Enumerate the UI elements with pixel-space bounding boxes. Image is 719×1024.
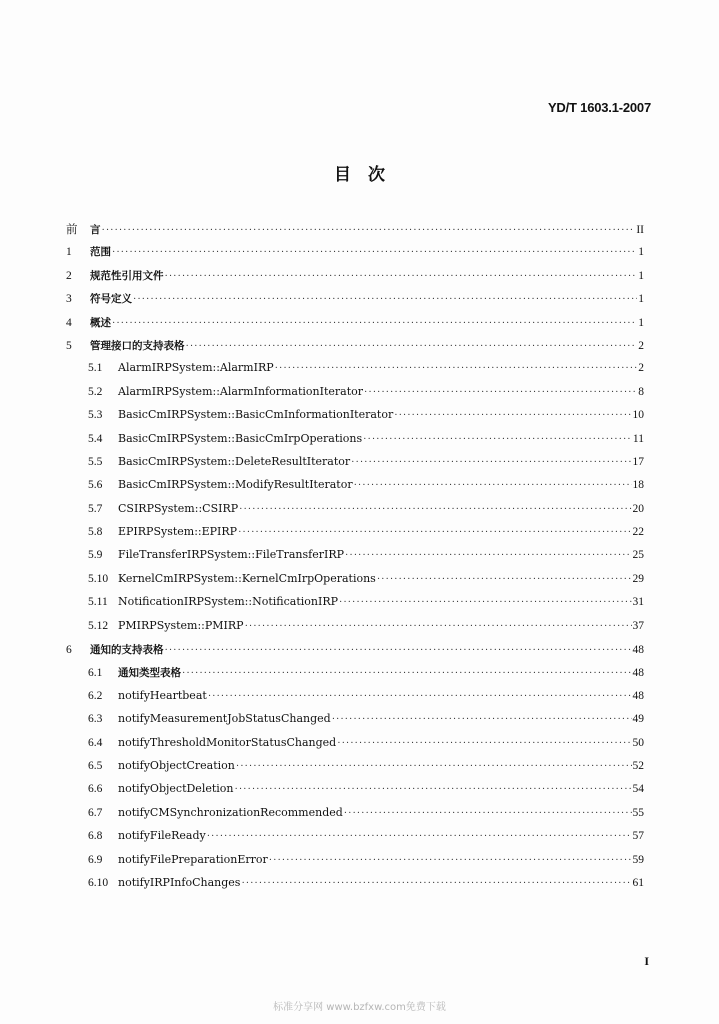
toc-entry-number: 6.7 [88, 806, 103, 819]
toc-entry-label: CSIRPSystem::CSIRP [118, 501, 239, 515]
toc-entry-number: 6.4 [88, 736, 103, 749]
toc-entry[interactable] [66, 268, 644, 291]
toc-leader-dots [165, 271, 638, 282]
toc-entry-page: 48 [632, 667, 644, 680]
toc-entry-number: 5.2 [88, 385, 103, 398]
toc-entry-label: notifyObjectDeletion [118, 782, 234, 796]
toc-entry[interactable] [66, 455, 644, 478]
toc-entry-page: 1 [638, 246, 644, 259]
toc-entry-number: 6.8 [88, 830, 103, 843]
toc-leader-dots [337, 738, 631, 749]
toc-leader-dots [394, 410, 631, 421]
toc-entry[interactable] [66, 315, 644, 338]
toc-entry-page: 50 [632, 736, 644, 749]
toc-entry[interactable] [66, 853, 644, 876]
toc-entry[interactable] [66, 712, 644, 735]
toc-leader-dots [364, 387, 637, 398]
toc-entry-label: 管理接口的支持表格 [90, 339, 185, 352]
toc-entry-page: 59 [632, 853, 644, 866]
toc-entry-number: 6.2 [88, 689, 103, 702]
toc-entry-label: notifyMeasurementJobStatusChanged [118, 712, 331, 726]
toc-entry-number: 5 [66, 339, 72, 352]
toc-entry[interactable] [66, 502, 644, 525]
toc-entry[interactable] [66, 829, 644, 852]
toc-entry-label: NotificationIRPSystem::NotificationIRP [118, 595, 338, 609]
toc-entry[interactable] [66, 689, 644, 712]
toc-entry-label: notifyFileReady [118, 829, 206, 843]
toc-entry-label: 通知类型表格 [118, 667, 181, 680]
toc-entry-page: 49 [632, 713, 644, 726]
toc-entry-page: 25 [632, 549, 644, 562]
toc-leader-dots [245, 621, 632, 632]
toc-leader-dots [112, 247, 637, 258]
toc-entry-number: 5.9 [88, 549, 103, 562]
toc-entry-page: 1 [638, 293, 644, 306]
toc-leader-dots [239, 504, 631, 515]
toc-entry[interactable] [66, 806, 644, 829]
toc-leader-dots [236, 761, 632, 772]
toc-entry[interactable] [66, 595, 644, 618]
toc-entry[interactable] [66, 572, 644, 595]
toc-entry-number: 5.12 [88, 619, 109, 632]
toc-entry-page: 1 [638, 269, 644, 282]
toc-entry[interactable] [66, 408, 644, 431]
toc-entry-number: 5.1 [88, 362, 103, 375]
toc-entry-label: notifyCMSynchronizationRecommended [118, 805, 343, 819]
toc-entry[interactable] [66, 876, 644, 899]
toc-entry-page: 2 [638, 339, 644, 352]
toc-entry-number: 6.3 [88, 713, 103, 726]
toc-leader-dots [102, 225, 636, 236]
toc-leader-dots [339, 597, 632, 608]
toc-entry-page: 22 [632, 526, 644, 539]
toc-entry-label: notifyFilePreparationError [118, 852, 268, 866]
toc-leader-dots [332, 714, 632, 725]
toc-entry-page: 8 [638, 385, 644, 398]
toc-entry[interactable] [66, 432, 644, 455]
toc-leader-dots [238, 527, 631, 538]
toc-entry-label: 符号定义 [90, 293, 132, 306]
toc-entry-label: notifyIRPInfoChanges [118, 875, 241, 889]
toc-entry-number: 6.5 [88, 759, 103, 772]
toc-entry[interactable] [66, 642, 644, 665]
toc-entry[interactable] [66, 782, 644, 805]
toc-entry-number: 5.5 [88, 455, 103, 468]
toc-entry-page: 54 [632, 783, 644, 796]
toc-entry[interactable] [66, 221, 644, 244]
toc-entry-label: notifyHeartbeat [118, 688, 207, 702]
toc-leader-dots [182, 668, 632, 679]
toc-leader-dots [345, 550, 631, 561]
toc-entry-label: 言 [90, 224, 101, 236]
toc-entry-number: 2 [66, 269, 72, 282]
toc-entry-number: 6.6 [88, 783, 103, 796]
toc-entry-page: 52 [632, 759, 644, 772]
toc-entry-label: 规范性引用文件 [90, 269, 164, 282]
table-of-contents [66, 221, 644, 899]
toc-leader-dots [133, 294, 637, 305]
toc-entry[interactable] [66, 338, 644, 361]
toc-leader-dots [269, 855, 632, 866]
toc-entry-page: 11 [632, 432, 644, 445]
toc-leader-dots [235, 784, 632, 795]
toc-entry-label: notifyThresholdMonitorStatusChanged [118, 735, 337, 749]
toc-entry-label: 通知的支持表格 [90, 644, 164, 657]
toc-entry-number: 6 [66, 644, 72, 657]
toc-entry-number: 6.9 [88, 853, 103, 866]
toc-entry[interactable] [66, 548, 644, 571]
toc-entry-number: 5.7 [88, 502, 103, 515]
toc-entry-page: 2 [638, 362, 644, 375]
toc-entry[interactable] [66, 244, 644, 267]
toc-entry[interactable] [66, 478, 644, 501]
toc-leader-dots [351, 457, 631, 468]
toc-entry-number: 6.10 [88, 876, 109, 889]
toc-leader-dots [208, 691, 632, 702]
toc-entry[interactable] [66, 665, 644, 688]
toc-entry-number: 3 [66, 293, 72, 306]
toc-entry-label: BasicCmIRPSystem::BasicCmInformationIterator [118, 408, 394, 422]
toc-entry[interactable] [66, 736, 644, 759]
toc-entry-number: 4 [66, 316, 72, 329]
toc-entry-page: 29 [632, 572, 644, 585]
toc-entry-number: 5.4 [88, 432, 103, 445]
toc-entry[interactable] [66, 385, 644, 408]
toc-entry-number: 1 [66, 246, 72, 259]
toc-entry[interactable] [66, 361, 644, 384]
toc-entry-page: 37 [632, 619, 644, 632]
toc-entry-label: 概述 [90, 316, 111, 329]
toc-entry-page: 48 [632, 689, 644, 702]
toc-entry-page: 17 [632, 455, 644, 468]
toc-entry-page: 55 [632, 806, 644, 819]
toc-entry-label: notifyObjectCreation [118, 758, 235, 772]
watermark-text: 标准分享网 www.bzfxw.com免费下载 [273, 1002, 446, 1013]
toc-leader-dots [344, 808, 632, 819]
toc-entry-number: 5.10 [88, 572, 109, 585]
toc-entry-page: 20 [632, 502, 644, 515]
toc-entry-label: FileTransferIRPSystem::FileTransferIRP [118, 548, 345, 562]
toc-entry-number: 5.11 [88, 596, 108, 609]
toc-entry-page: 57 [632, 830, 644, 843]
toc-entry-label: BasicCmIRPSystem::DeleteResultIterator [118, 454, 351, 468]
page-title: 目 次 [334, 165, 385, 185]
toc-leader-dots [165, 645, 632, 656]
toc-entry-label: EPIRPSystem::EPIRP [118, 525, 238, 539]
toc-entry-number: 6.1 [88, 667, 103, 680]
toc-entry-number: 5.6 [88, 479, 103, 492]
toc-entry-label: AlarmIRPSystem::AlarmInformationIterator [118, 384, 364, 398]
page-number: I [644, 954, 649, 968]
toc-entry-label: 范围 [90, 246, 111, 259]
toc-entry[interactable] [66, 619, 644, 642]
toc-entry-label: BasicCmIRPSystem::ModifyResultIterator [118, 478, 353, 492]
toc-entry-page: II [636, 224, 644, 236]
toc-entry-page: 18 [632, 479, 644, 492]
toc-leader-dots [207, 831, 632, 842]
toc-entry-number: 5.3 [88, 409, 103, 422]
toc-leader-dots [186, 341, 638, 352]
toc-entry-number: 前 [66, 224, 78, 236]
toc-entry-label: BasicCmIRPSystem::BasicCmIrpOperations [118, 431, 363, 445]
toc-entry-number: 5.8 [88, 526, 103, 539]
toc-entry-page: 10 [632, 409, 644, 422]
toc-entry-page: 1 [638, 316, 644, 329]
toc-entry-label: PMIRPSystem::PMIRP [118, 618, 244, 632]
document-code: YD/T 1603.1-2007 [547, 100, 651, 115]
toc-leader-dots [112, 318, 637, 329]
toc-entry[interactable] [66, 759, 644, 782]
toc-entry-page: 48 [632, 644, 644, 657]
toc-entry-page: 61 [632, 876, 644, 889]
toc-entry-label: KernelCmIRPSystem::KernelCmIrpOperations [118, 571, 376, 585]
toc-leader-dots [241, 878, 631, 889]
toc-entry[interactable] [66, 291, 644, 314]
toc-entry[interactable] [66, 525, 644, 548]
toc-entry-label: AlarmIRPSystem::AlarmIRP [118, 361, 274, 375]
toc-leader-dots [377, 574, 632, 585]
toc-entry-page: 31 [632, 596, 644, 609]
toc-leader-dots [275, 363, 638, 374]
toc-leader-dots [363, 434, 632, 445]
toc-leader-dots [354, 480, 632, 491]
